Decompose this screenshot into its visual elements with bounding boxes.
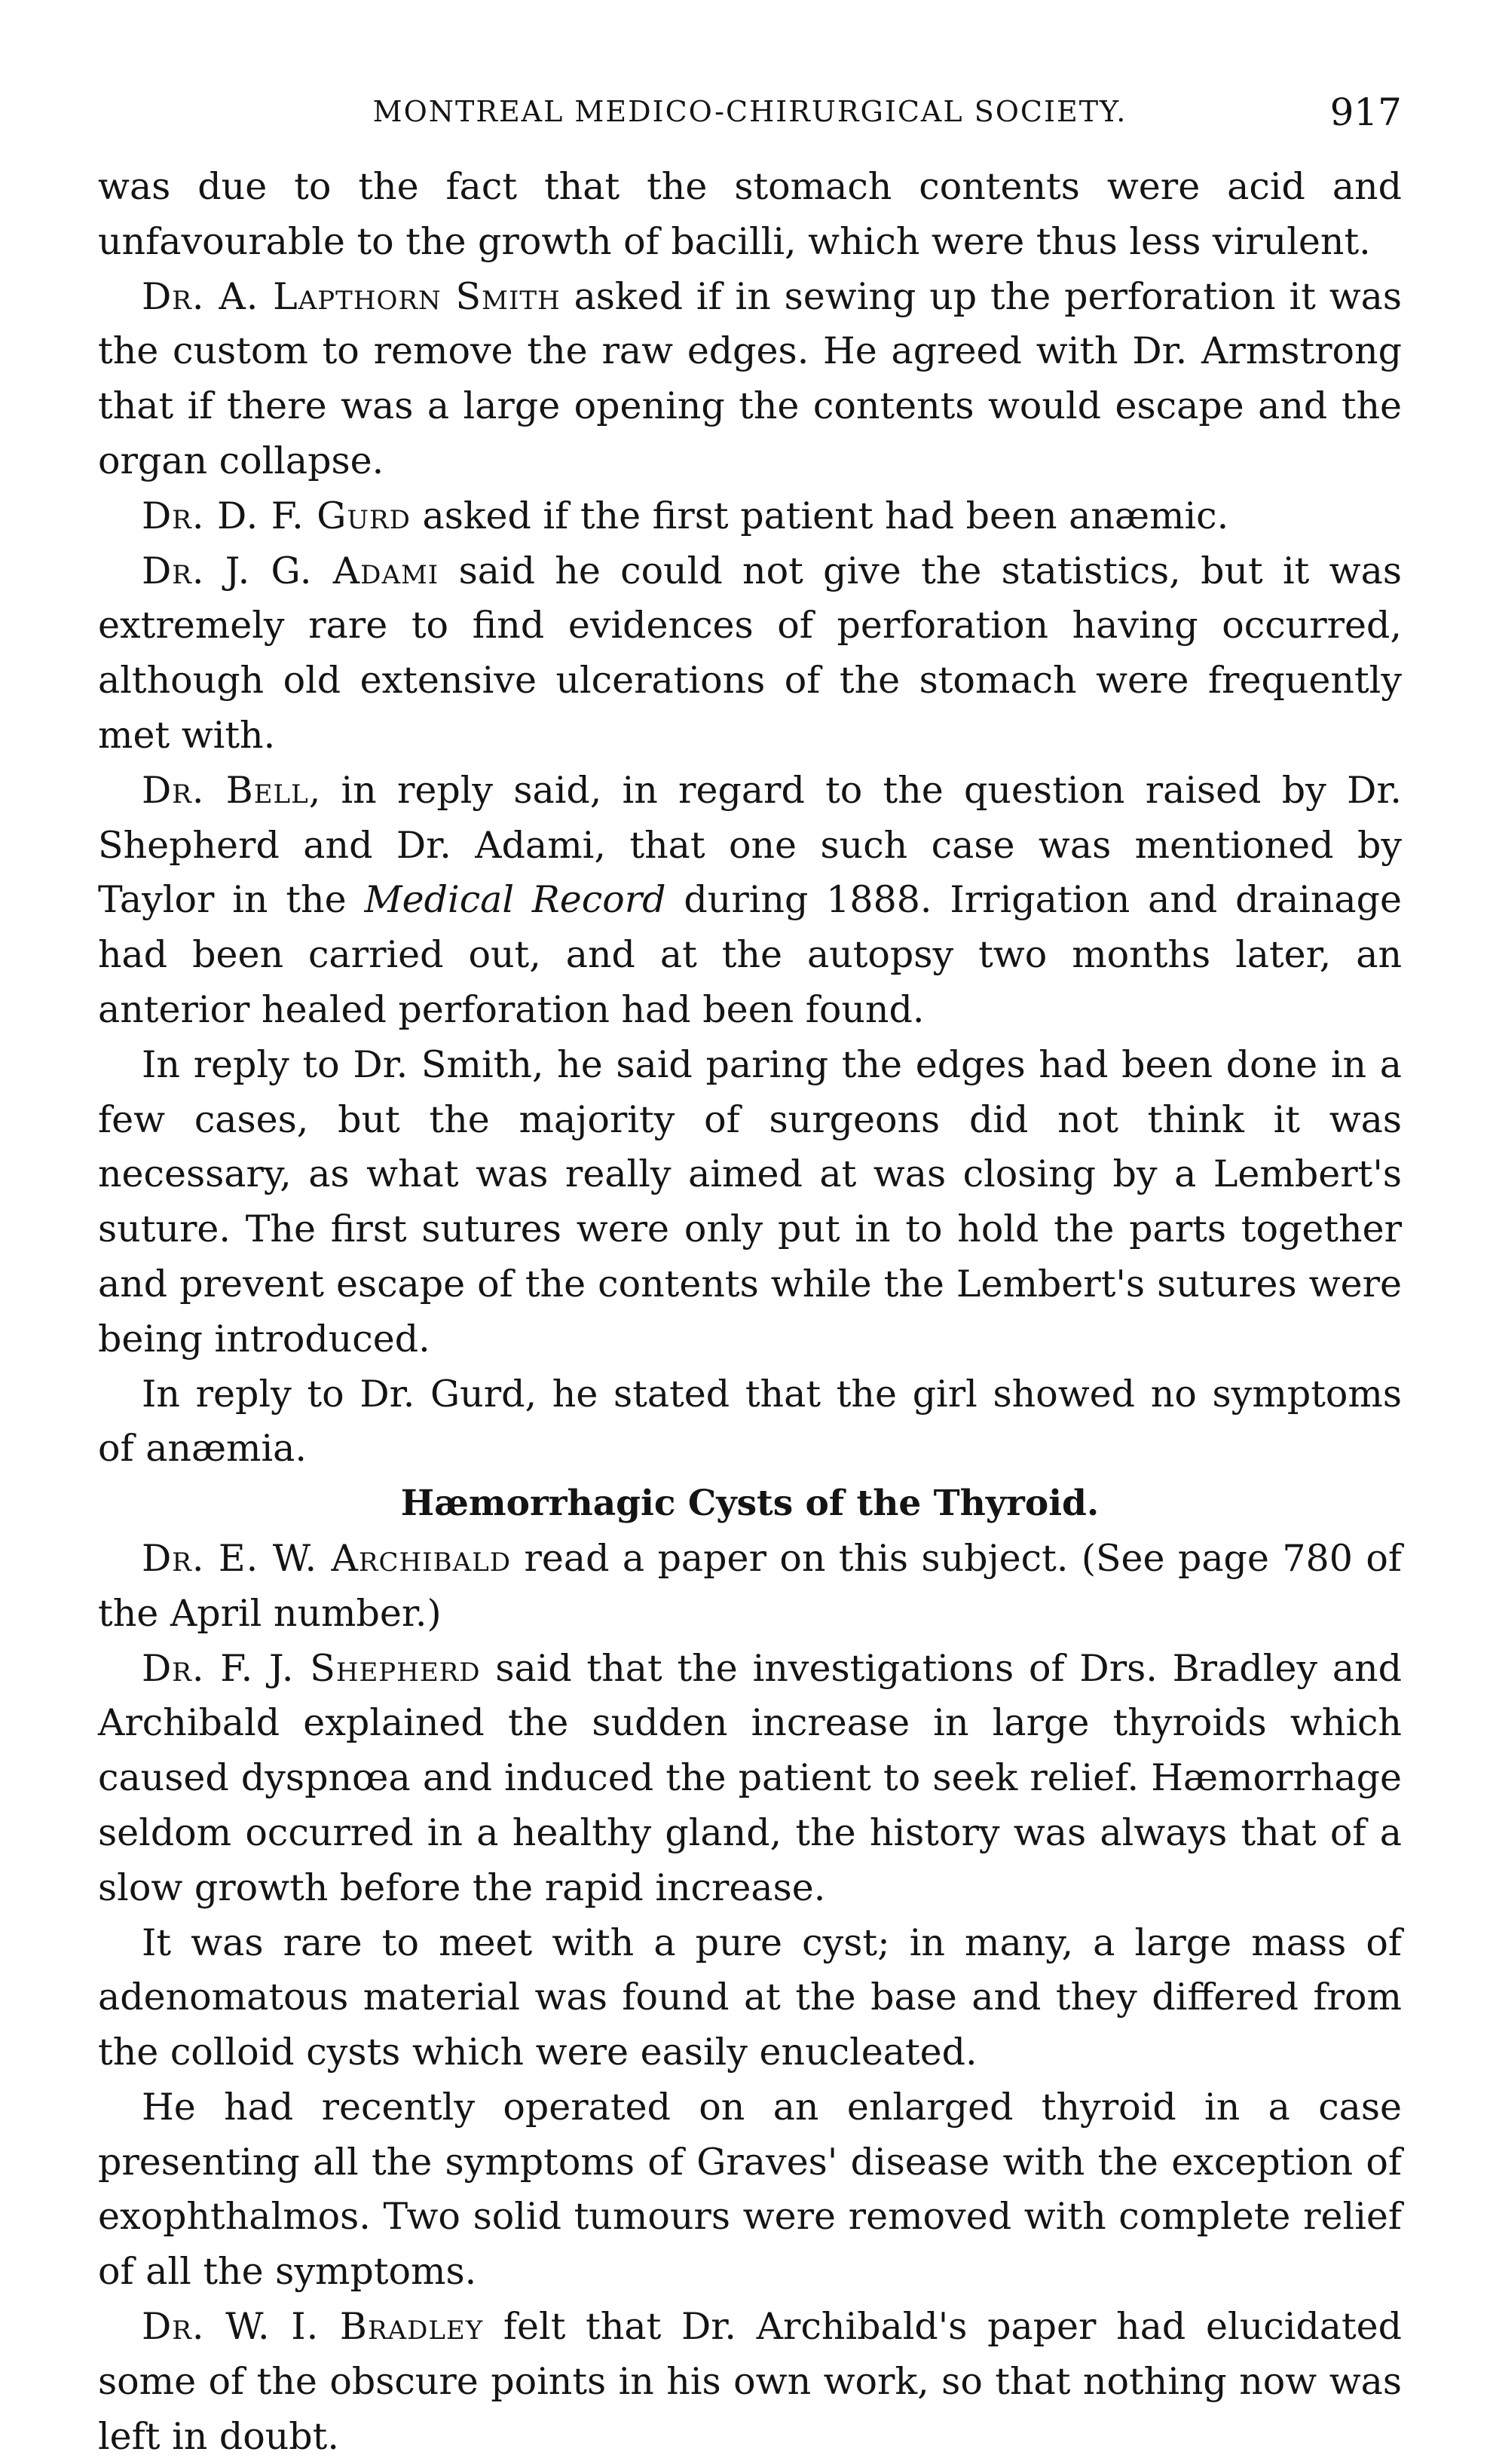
paragraph-text: said he could not give the statistics, but it was extremely rare to find evidences of perforation having occurred, although old extensive ulcerations of the stomach were frequently met with. bbox=[98, 549, 1402, 757]
section-heading: Hæmorrhagic Cysts of the Thyroid. bbox=[400, 1483, 1100, 1525]
speaker-name: Dr. F. J. Shepherd bbox=[142, 1646, 481, 1690]
page-number: 917 bbox=[1329, 90, 1402, 134]
speaker-name: Dr. Bell bbox=[142, 768, 309, 812]
paragraph-text: read a paper on this subject. (See page 780 of the April number.) bbox=[98, 1536, 1402, 1635]
paragraph-text: , in reply said, in regard to the question raised by Dr. Shepherd and Dr. Adami, that one such case was mentioned by Taylor in the bbox=[98, 768, 1402, 922]
paragraph: In reply to Dr. Smith, he said paring the edges had been done in a few cases, but the majority of surgeons did not think it was necessary, as what was really aimed at was closing by a Lembert's suture. The first sutures were only put in to hold the parts together and prevent escape of the contents while the Lembert's sutures were being introduced. bbox=[98, 1042, 1402, 1361]
speaker-name: Dr. W. I. Bradley bbox=[142, 2305, 484, 2349]
paragraph bbox=[98, 2300, 1402, 2464]
speaker-name: Dr. D. F. Gurd bbox=[142, 494, 411, 537]
paragraph-text: felt that Dr. Archibald's paper had elucidated some of the obscure points in his own work, so that nothing now was left in doubt. bbox=[98, 2305, 1403, 2458]
paragraph: It was rare to meet with a pure cyst; in many, a large mass of adenomatous material was found at the base and they differed from the colloid cysts which were easily enucleated. bbox=[98, 1921, 1402, 2074]
paragraph-text: asked if in sewing up the perforation it was the custom to remove the raw edges. He agreed with Dr. Armstrong that if there was a large opening the contents would escape and the organ collapse. bbox=[98, 274, 1402, 482]
page-header bbox=[98, 84, 1402, 137]
speaker-name: Dr. E. W. Archibald bbox=[142, 1536, 511, 1580]
paragraph-text: during 1888. Irrigation and drainage had been carried out, and at the autopsy two months later, an anterior healed perforation had been found. bbox=[98, 878, 1402, 1031]
page-body bbox=[98, 160, 1402, 2464]
paragraph bbox=[98, 1532, 1402, 1642]
paragraph: was due to the fact that the stomach contents were acid and unfavourable to the growth of bacilli, which were thus less virulent. bbox=[98, 165, 1402, 263]
paragraph-text: said that the investigations of Drs. Bradley and Archibald explained the sudden increase in large thyroids which caused dyspnœa and induced the patient to seek relief. Hæmorrhage seldom occurred in a healthy gland, the history was always that of a slow growth before the rapid increase. bbox=[98, 1646, 1402, 1909]
running-title: MONTREAL MEDICO-CHIRURGICAL SOCIETY. bbox=[372, 95, 1127, 128]
speaker-name: Dr. J. G. Adami bbox=[142, 549, 439, 592]
paragraph bbox=[98, 1642, 1402, 1916]
speaker-name: Dr. A. Lapthorn Smith bbox=[142, 274, 561, 318]
paragraph bbox=[98, 544, 1402, 764]
paragraph bbox=[98, 764, 1402, 1038]
journal-title: Medical Record bbox=[364, 878, 666, 922]
paragraph bbox=[98, 270, 1402, 489]
paragraph-text: asked if the first patient had been anæmic. bbox=[410, 494, 1229, 537]
paragraph: He had recently operated on an enlarged thyroid in a case presenting all the symptoms of Graves' disease with the exception of exophthalmos. Two solid tumours were removed with complete relief of all the symptoms. bbox=[98, 2085, 1402, 2294]
paragraph: In reply to Dr. Gurd, he stated that the girl showed no symptoms of anæmia. bbox=[98, 1372, 1402, 1471]
paragraph bbox=[98, 489, 1402, 544]
